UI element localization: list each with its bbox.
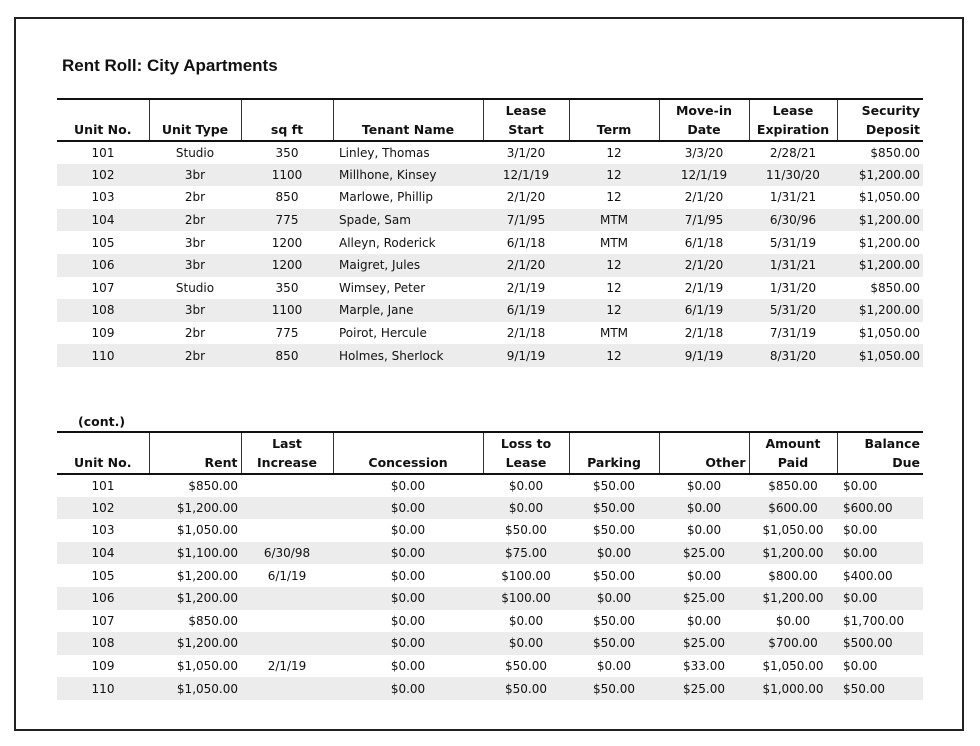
column-header-line-1 xyxy=(60,101,146,120)
cell-unit-type: Studio xyxy=(175,280,215,295)
cell-unit-no: 108 xyxy=(57,299,149,322)
cell-move-in-date: 3/3/20 xyxy=(684,145,724,160)
column-header-tenant-name xyxy=(333,99,483,141)
cell-other: $0.00 xyxy=(686,613,722,628)
cell-loss-to-lease: $0.00 xyxy=(508,613,544,628)
column-header-unit-no xyxy=(57,432,149,474)
cell-loss-to-lease: $100.00 xyxy=(501,568,551,583)
cell-sq-ft: 1200 xyxy=(241,254,333,277)
column-header-line-2: Concession xyxy=(368,455,448,470)
cell-term: 12 xyxy=(606,190,622,205)
table-row xyxy=(57,587,923,610)
table-row xyxy=(57,209,923,232)
cell-unit-type: Studio xyxy=(175,145,215,160)
cell-loss-to-lease: $0.00 xyxy=(483,497,569,520)
cell-other: $0.00 xyxy=(686,523,722,538)
column-header-other xyxy=(659,432,749,474)
cell-tenant-name: Maigret, Jules xyxy=(333,254,483,277)
cell-last-increase xyxy=(241,497,333,520)
column-header-line-1: Balance xyxy=(864,436,920,451)
cell-balance-due: $0.00 xyxy=(843,478,878,493)
column-header-sq-ft xyxy=(241,99,333,141)
cell-lease-start: 12/1/19 xyxy=(483,164,569,187)
cell-unit-type: 2br xyxy=(149,209,241,232)
cell-last-increase xyxy=(241,677,333,700)
cell-term: 12 xyxy=(569,254,659,277)
cell-concession: $0.00 xyxy=(390,568,426,583)
cell-loss-to-lease: $50.00 xyxy=(505,523,547,538)
column-header-line-2: Date xyxy=(687,122,721,137)
column-header-line-1 xyxy=(245,101,330,120)
cell-tenant-name: Spade, Sam xyxy=(333,209,483,232)
cell-concession: $0.00 xyxy=(390,613,426,628)
column-header-rent xyxy=(149,432,241,474)
cell-lease-expiration: 6/30/96 xyxy=(749,209,837,232)
cell-unit-no: 110 xyxy=(57,344,149,367)
cell-parking: $0.00 xyxy=(596,659,632,674)
cell-balance-due: $500.00 xyxy=(837,632,923,655)
cell-unit-no: 103 xyxy=(91,523,115,538)
cell-last-increase: 6/30/98 xyxy=(241,542,333,565)
cell-lease-expiration: 5/31/19 xyxy=(769,235,817,250)
cell-unit-no: 108 xyxy=(57,632,149,655)
cell-parking: $50.00 xyxy=(593,523,635,538)
column-header-line-2: Parking xyxy=(587,455,641,470)
cell-lease-expiration: 8/31/20 xyxy=(749,344,837,367)
cell-loss-to-lease: $50.00 xyxy=(505,659,547,674)
cell-rent: $1,100.00 xyxy=(149,542,241,565)
cell-lease-expiration: 1/31/20 xyxy=(769,280,817,295)
cell-other: $25.00 xyxy=(659,677,749,700)
column-header-lease-expiration xyxy=(749,99,837,141)
cell-balance-due: $50.00 xyxy=(837,677,923,700)
cell-unit-no: 109 xyxy=(91,326,115,341)
table-row xyxy=(57,231,923,254)
cell-lease-start: 2/1/18 xyxy=(506,326,546,341)
column-header-line-1 xyxy=(337,101,480,120)
cell-term: MTM xyxy=(569,209,659,232)
cell-concession: $0.00 xyxy=(390,478,426,493)
cell-concession: $0.00 xyxy=(390,523,426,538)
cell-amount-paid: $1,050.00 xyxy=(762,659,824,674)
cell-parking: $0.00 xyxy=(569,587,659,610)
cell-unit-type: 2br xyxy=(184,326,206,341)
cell-lease-start: 6/1/18 xyxy=(506,235,546,250)
cell-parking: $50.00 xyxy=(569,677,659,700)
column-header-amount-paid xyxy=(749,432,837,474)
cell-security-deposit: $1,050.00 xyxy=(837,344,923,367)
column-header-line-1: Lease xyxy=(772,103,814,118)
cell-amount-paid: $1,200.00 xyxy=(749,542,837,565)
column-header-line-2: Unit No. xyxy=(74,455,132,470)
cell-concession: $0.00 xyxy=(333,677,483,700)
cell-tenant-name: Wimsey, Peter xyxy=(339,280,426,295)
cell-balance-due: $0.00 xyxy=(843,523,878,538)
cell-last-increase xyxy=(241,519,333,542)
cell-lease-start: 9/1/19 xyxy=(483,344,569,367)
cell-term: 12 xyxy=(606,145,622,160)
cell-balance-due: $0.00 xyxy=(837,542,923,565)
cell-last-increase xyxy=(241,587,333,610)
cell-sq-ft: 1100 xyxy=(241,299,333,322)
cell-unit-no: 110 xyxy=(57,677,149,700)
cell-unit-no: 103 xyxy=(91,190,115,205)
continued-label: (cont.) xyxy=(78,414,126,429)
cell-lease-start: 3/1/20 xyxy=(506,145,546,160)
cell-parking: $50.00 xyxy=(569,632,659,655)
cell-parking: $50.00 xyxy=(593,613,635,628)
cell-loss-to-lease: $75.00 xyxy=(483,542,569,565)
cell-lease-expiration: 2/28/21 xyxy=(769,145,817,160)
cell-rent: $1,050.00 xyxy=(149,677,241,700)
cell-unit-type: 2br xyxy=(149,344,241,367)
cell-unit-no: 104 xyxy=(57,542,149,565)
column-header-line-1 xyxy=(573,434,656,453)
column-header-line-2: Increase xyxy=(257,455,317,470)
cell-concession: $0.00 xyxy=(390,659,426,674)
cell-loss-to-lease: $0.00 xyxy=(508,478,544,493)
cell-sq-ft: 350 xyxy=(275,280,299,295)
cell-move-in-date: 2/1/18 xyxy=(684,326,724,341)
table-row xyxy=(57,610,923,633)
column-header-term xyxy=(569,99,659,141)
cell-unit-no: 107 xyxy=(91,280,115,295)
cell-security-deposit: $1,050.00 xyxy=(858,326,920,341)
cell-loss-to-lease: $0.00 xyxy=(483,632,569,655)
column-header-line-1 xyxy=(153,101,238,120)
cell-sq-ft: 850 xyxy=(275,190,299,205)
cell-sq-ft: 775 xyxy=(275,326,299,341)
cell-last-increase xyxy=(241,474,333,497)
cell-last-increase xyxy=(241,632,333,655)
cell-parking: $50.00 xyxy=(569,497,659,520)
column-header-line-2: Due xyxy=(892,455,920,470)
cell-last-increase: 2/1/19 xyxy=(267,659,307,674)
table-row xyxy=(57,299,923,322)
column-header-unit-no xyxy=(57,99,149,141)
cell-sq-ft: 775 xyxy=(241,209,333,232)
cell-sq-ft: 350 xyxy=(275,145,299,160)
cell-tenant-name: Alleyn, Roderick xyxy=(339,235,436,250)
cell-other: $25.00 xyxy=(659,632,749,655)
table-row xyxy=(57,322,923,345)
table-row xyxy=(57,519,923,542)
cell-term: 12 xyxy=(606,280,622,295)
column-header-line-1: Amount xyxy=(765,436,821,451)
cell-amount-paid: $600.00 xyxy=(749,497,837,520)
cell-unit-no: 105 xyxy=(91,235,115,250)
table-row xyxy=(57,677,923,700)
column-header-unit-type xyxy=(149,99,241,141)
column-header-line-2: Start xyxy=(508,122,544,137)
cell-unit-no: 105 xyxy=(91,568,115,583)
cell-lease-expiration: 5/31/20 xyxy=(749,299,837,322)
column-header-line-2: Unit No. xyxy=(74,122,132,137)
cell-unit-no: 102 xyxy=(57,497,149,520)
table-row xyxy=(57,277,923,300)
cell-tenant-name: Marlowe, Phillip xyxy=(339,190,433,205)
rent-roll-continued-table xyxy=(57,431,923,700)
table-row xyxy=(57,655,923,678)
cell-sq-ft: 1100 xyxy=(241,164,333,187)
cell-sq-ft: 850 xyxy=(241,344,333,367)
column-header-line-1: Loss to xyxy=(500,436,552,451)
cell-tenant-name: Millhone, Kinsey xyxy=(333,164,483,187)
cell-move-in-date: 2/1/19 xyxy=(684,280,724,295)
cell-security-deposit: $1,050.00 xyxy=(858,190,920,205)
cell-concession: $0.00 xyxy=(333,587,483,610)
page-title: Rent Roll: City Apartments xyxy=(62,56,278,75)
cell-tenant-name: Poirot, Hercule xyxy=(339,326,427,341)
column-header-line-1 xyxy=(573,101,656,120)
column-header-line-2: Term xyxy=(596,122,632,137)
cell-last-increase: 6/1/19 xyxy=(267,568,307,583)
cell-lease-expiration: 7/31/19 xyxy=(769,326,817,341)
cell-term: 12 xyxy=(569,164,659,187)
cell-balance-due: $0.00 xyxy=(837,587,923,610)
table-row xyxy=(57,474,923,497)
cell-other: $0.00 xyxy=(659,497,749,520)
column-header-line-2: Tenant Name xyxy=(361,122,455,137)
table-row xyxy=(57,564,923,587)
table-row xyxy=(57,344,923,367)
cell-lease-expiration: 1/31/21 xyxy=(749,254,837,277)
cell-lease-start: 2/1/20 xyxy=(483,254,569,277)
cell-balance-due: $0.00 xyxy=(843,659,878,674)
cell-unit-no: 109 xyxy=(91,659,115,674)
column-header-move-in-date xyxy=(659,99,749,141)
column-header-line-2: sq ft xyxy=(270,122,304,137)
cell-parking: $50.00 xyxy=(593,568,635,583)
cell-unit-no: 101 xyxy=(91,145,115,160)
column-header-line-2: Lease xyxy=(505,455,547,470)
cell-unit-no: 106 xyxy=(57,587,149,610)
cell-rent: $1,200.00 xyxy=(176,568,238,583)
cell-other: $33.00 xyxy=(683,659,725,674)
cell-parking: $50.00 xyxy=(593,478,635,493)
cell-concession: $0.00 xyxy=(333,542,483,565)
column-header-line-2: Deposit xyxy=(865,122,920,137)
column-header-line-1: Move-in xyxy=(675,103,733,118)
column-header-line-1: Lease xyxy=(505,103,547,118)
column-header-balance-due xyxy=(837,432,923,474)
table-row xyxy=(57,632,923,655)
column-header-last-increase xyxy=(241,432,333,474)
cell-concession: $0.00 xyxy=(333,497,483,520)
table-row xyxy=(57,164,923,187)
cell-lease-expiration: 11/30/20 xyxy=(749,164,837,187)
cell-other: $25.00 xyxy=(659,542,749,565)
table-row xyxy=(57,254,923,277)
table-row xyxy=(57,186,923,209)
cell-rent: $1,050.00 xyxy=(176,523,238,538)
column-header-concession xyxy=(333,432,483,474)
cell-amount-paid: $0.00 xyxy=(775,613,811,628)
cell-unit-type: 3br xyxy=(149,254,241,277)
cell-rent: $1,200.00 xyxy=(149,587,241,610)
cell-rent: $1,050.00 xyxy=(176,659,238,674)
cell-unit-no: 102 xyxy=(57,164,149,187)
cell-lease-start: 7/1/95 xyxy=(483,209,569,232)
table-row xyxy=(57,497,923,520)
cell-balance-due: $400.00 xyxy=(843,568,893,583)
cell-move-in-date: 6/1/18 xyxy=(684,235,724,250)
column-header-parking xyxy=(569,432,659,474)
cell-move-in-date: 12/1/19 xyxy=(659,164,749,187)
cell-unit-type: 3br xyxy=(149,164,241,187)
cell-tenant-name: Marple, Jane xyxy=(333,299,483,322)
cell-rent: $850.00 xyxy=(188,613,238,628)
table-row xyxy=(57,542,923,565)
cell-other: $0.00 xyxy=(686,568,722,583)
cell-amount-paid: $800.00 xyxy=(768,568,818,583)
cell-security-deposit: $850.00 xyxy=(870,145,920,160)
cell-unit-type: 3br xyxy=(149,299,241,322)
cell-security-deposit: $850.00 xyxy=(870,280,920,295)
cell-rent: $1,200.00 xyxy=(149,497,241,520)
cell-rent: $850.00 xyxy=(188,478,238,493)
cell-term: 12 xyxy=(569,344,659,367)
cell-security-deposit: $1,200.00 xyxy=(837,299,923,322)
column-header-line-1: Security xyxy=(861,103,920,118)
column-header-line-2: Other xyxy=(705,455,746,470)
cell-security-deposit: $1,200.00 xyxy=(858,235,920,250)
column-header-line-2: Unit Type xyxy=(161,122,229,137)
cell-loss-to-lease: $50.00 xyxy=(483,677,569,700)
cell-security-deposit: $1,200.00 xyxy=(837,164,923,187)
cell-lease-start: 6/1/19 xyxy=(483,299,569,322)
cell-move-in-date: 2/1/20 xyxy=(684,190,724,205)
cell-tenant-name: Holmes, Sherlock xyxy=(333,344,483,367)
cell-move-in-date: 7/1/95 xyxy=(659,209,749,232)
cell-concession: $0.00 xyxy=(333,632,483,655)
cell-lease-expiration: 1/31/21 xyxy=(769,190,817,205)
cell-balance-due: $1,700.00 xyxy=(843,613,905,628)
cell-sq-ft: 1200 xyxy=(271,235,303,250)
column-header-line-1: Last xyxy=(272,436,302,451)
cell-amount-paid: $850.00 xyxy=(768,478,818,493)
cell-move-in-date: 6/1/19 xyxy=(659,299,749,322)
cell-unit-no: 104 xyxy=(57,209,149,232)
cell-security-deposit: $1,200.00 xyxy=(837,254,923,277)
cell-rent: $1,200.00 xyxy=(149,632,241,655)
cell-amount-paid: $1,000.00 xyxy=(749,677,837,700)
cell-lease-start: 2/1/19 xyxy=(506,280,546,295)
cell-security-deposit: $1,200.00 xyxy=(837,209,923,232)
cell-term: MTM xyxy=(599,326,629,341)
cell-last-increase xyxy=(241,610,333,633)
cell-unit-no: 101 xyxy=(91,478,115,493)
column-header-line-1 xyxy=(60,434,146,453)
cell-amount-paid: $1,050.00 xyxy=(762,523,824,538)
column-header-line-1 xyxy=(663,434,746,453)
cell-move-in-date: 9/1/19 xyxy=(659,344,749,367)
column-header-lease-start xyxy=(483,99,569,141)
cell-unit-type: 2br xyxy=(184,190,206,205)
table-header xyxy=(57,99,923,141)
cell-loss-to-lease: $100.00 xyxy=(483,587,569,610)
cell-unit-no: 107 xyxy=(91,613,115,628)
cell-term: 12 xyxy=(569,299,659,322)
column-header-line-2: Expiration xyxy=(756,122,830,137)
column-header-loss-to-lease xyxy=(483,432,569,474)
rent-roll-table xyxy=(57,98,923,367)
cell-tenant-name: Linley, Thomas xyxy=(339,145,430,160)
cell-term: MTM xyxy=(599,235,629,250)
cell-amount-paid: $700.00 xyxy=(749,632,837,655)
table-header xyxy=(57,432,923,474)
cell-unit-no: 106 xyxy=(57,254,149,277)
cell-other: $0.00 xyxy=(686,478,722,493)
cell-parking: $0.00 xyxy=(569,542,659,565)
cell-unit-type: 3br xyxy=(184,235,206,250)
column-header-line-1 xyxy=(337,434,480,453)
column-header-line-2: Paid xyxy=(777,455,809,470)
column-header-line-1 xyxy=(153,434,238,453)
cell-amount-paid: $1,200.00 xyxy=(749,587,837,610)
cell-other: $25.00 xyxy=(659,587,749,610)
cell-balance-due: $600.00 xyxy=(837,497,923,520)
cell-lease-start: 2/1/20 xyxy=(506,190,546,205)
cell-move-in-date: 2/1/20 xyxy=(659,254,749,277)
column-header-line-2: Rent xyxy=(204,455,238,470)
column-header-security-deposit xyxy=(837,99,923,141)
table-row xyxy=(57,141,923,164)
